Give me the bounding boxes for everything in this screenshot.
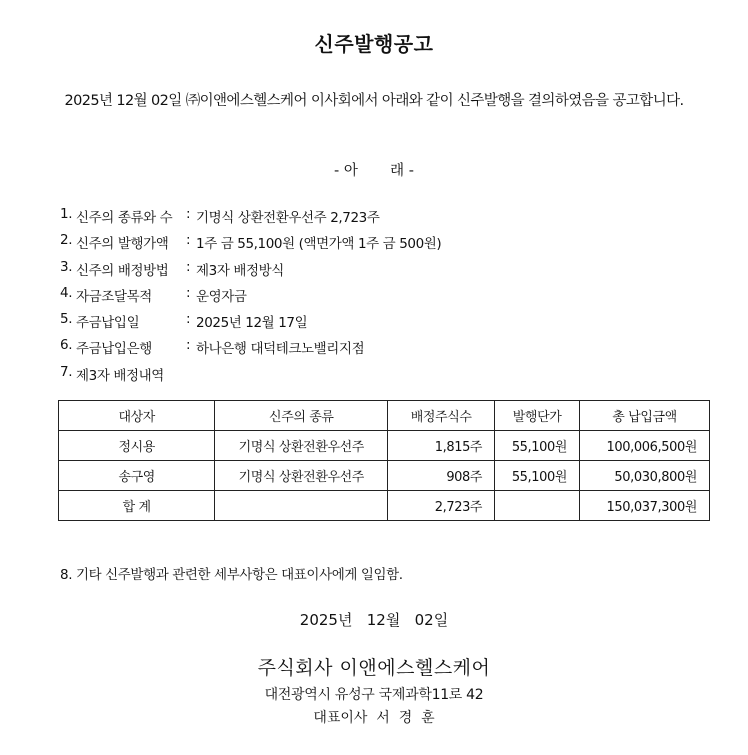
cell-sum-label: 합 계 xyxy=(59,491,215,521)
item-label: 제3자 배정내역 xyxy=(76,367,164,384)
item-colon: : xyxy=(186,311,191,328)
header-total-payment: 총 납입금액 xyxy=(580,401,710,431)
cell-allotted-shares: 1,815주 xyxy=(388,431,495,461)
item-value: 2025년 12월 17일 xyxy=(196,315,308,332)
company-name: 주식회사 이앤에스헬스케어 xyxy=(257,657,491,679)
header-recipient: 대상자 xyxy=(59,401,215,431)
table-row xyxy=(59,461,710,491)
cell-total-payment: 50,030,800원 xyxy=(580,461,710,491)
list-item xyxy=(60,364,441,390)
item-colon: : xyxy=(186,258,191,275)
section-subheading: - 아 래 - xyxy=(334,163,414,179)
cell-empty xyxy=(495,491,580,521)
cell-allotted-shares: 908주 xyxy=(388,461,495,491)
issuance-items-list xyxy=(60,206,441,390)
cell-total-payment: 100,006,500원 xyxy=(580,431,710,461)
cell-issue-price: 55,100원 xyxy=(495,461,580,491)
table-row xyxy=(59,431,710,461)
other-matters-note: 8. 기타 신주발행과 관련한 세부사항은 대표이사에게 일임함. xyxy=(60,567,403,583)
item-number: 6. xyxy=(60,337,73,354)
announcement-intro: 2025년 12월 02일 ㈜이앤에스헬스케어 이사회에서 아래와 같이 신주발행을 결의하였음을 공고합니다. xyxy=(64,93,684,109)
item-colon: : xyxy=(186,337,191,354)
item-value: 하나은행 대덕테크노밸리지점 xyxy=(196,341,365,358)
item-colon: : xyxy=(186,232,191,249)
table-header-row xyxy=(59,401,710,431)
document-title: 신주발행공고 xyxy=(314,32,434,56)
table-sum-row xyxy=(59,491,710,521)
cell-recipient: 송구영 xyxy=(59,461,215,491)
allocation-table xyxy=(58,400,710,521)
item-value: 1주 금 55,100원 (액면가액 1주 금 500원) xyxy=(196,236,442,253)
ceo-name: 대표이사 서 경 훈 xyxy=(313,710,435,726)
cell-recipient: 정시용 xyxy=(59,431,215,461)
item-label: 자금조달목적 xyxy=(76,288,152,305)
item-colon: : xyxy=(186,206,191,222)
item-value: 제3자 배정방식 xyxy=(196,262,284,279)
item-number: 3. xyxy=(60,258,73,275)
list-item xyxy=(60,285,441,311)
cell-sum-shares: 2,723주 xyxy=(388,491,495,521)
cell-empty xyxy=(215,491,388,521)
item-label: 신주의 종류와 수 xyxy=(76,210,173,226)
announcement-date: 2025년 12월 02일 xyxy=(299,611,449,629)
list-item xyxy=(60,337,441,363)
item-number: 1. xyxy=(60,206,73,222)
header-share-type: 신주의 종류 xyxy=(215,401,388,431)
list-item xyxy=(60,232,441,258)
cell-issue-price: 55,100원 xyxy=(495,431,580,461)
item-value: 운영자금 xyxy=(196,288,247,305)
list-item xyxy=(60,311,441,337)
header-issue-price: 발행단가 xyxy=(495,401,580,431)
item-colon: : xyxy=(186,284,191,301)
item-label: 주금납입일 xyxy=(76,315,140,332)
company-address: 대전광역시 유성구 국제과학11로 42 xyxy=(264,687,484,703)
item-label: 주금납입은행 xyxy=(76,341,152,358)
item-number: 5. xyxy=(60,311,73,328)
cell-share-type: 기명식 상환전환우선주 xyxy=(215,461,388,491)
list-item xyxy=(60,206,441,232)
cell-share-type: 기명식 상환전환우선주 xyxy=(215,431,388,461)
header-allotted-shares: 배정주식수 xyxy=(388,401,495,431)
item-label: 신주의 발행가액 xyxy=(76,236,169,253)
list-item xyxy=(60,259,441,285)
item-number: 7. xyxy=(60,363,73,380)
item-number: 4. xyxy=(60,284,73,301)
item-value: 기명식 상환전환우선주 2,723주 xyxy=(196,210,380,226)
cell-sum-total: 150,037,300원 xyxy=(580,491,710,521)
item-label: 신주의 배정방법 xyxy=(76,262,169,279)
item-number: 2. xyxy=(60,232,73,249)
